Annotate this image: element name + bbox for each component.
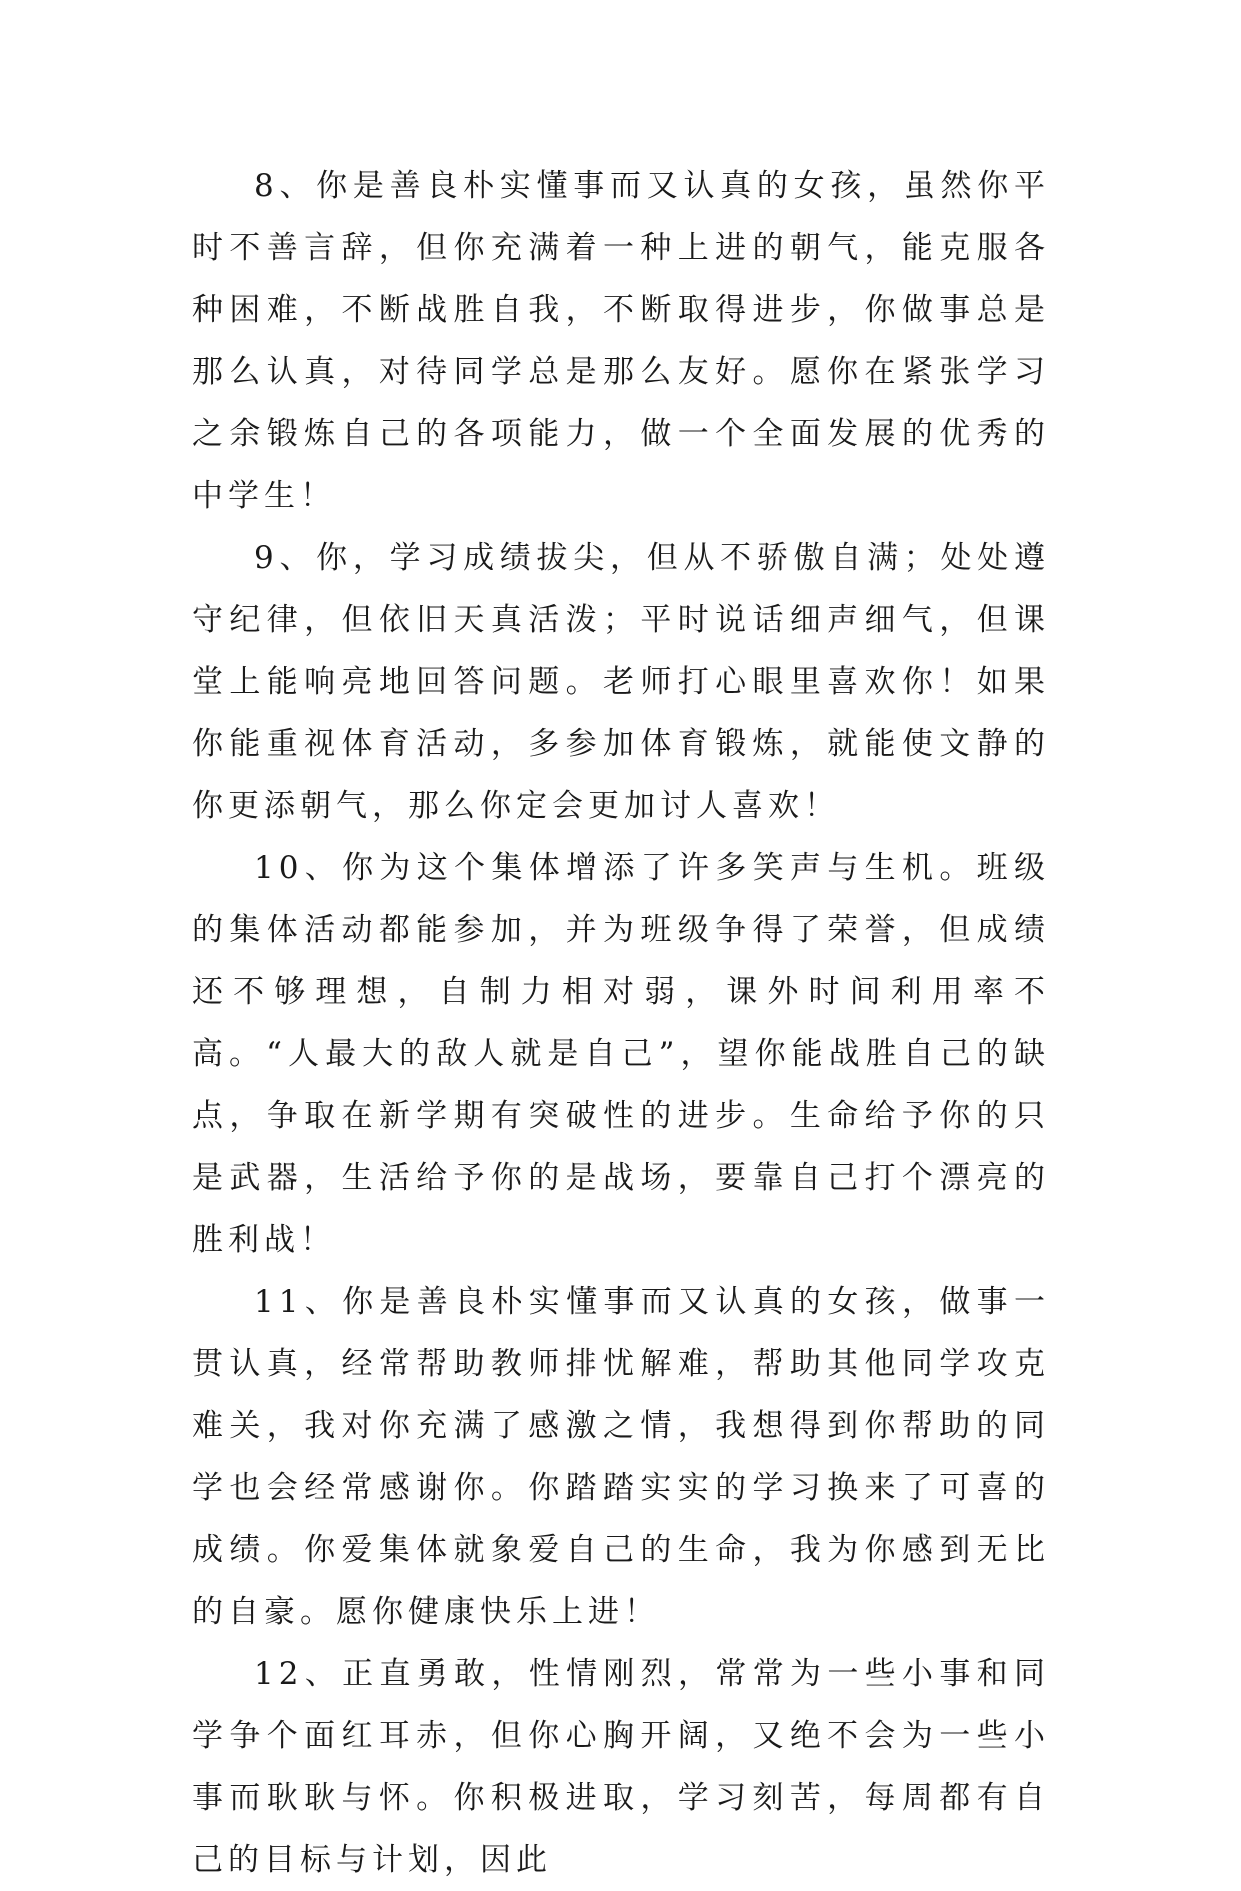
paragraph-11: 11、你是善良朴实懂事而又认真的女孩，做事一贯认真，经常帮助教师排忧解难，帮助其他同学攻克难关，我对你充满了感激之情，我想得到你帮助的同学也会经常感谢你。你踏踏实实的学习换来了可喜的成绩。你爱集体就象爱自己的生命，我为你感到无比的自豪。愿你健康快乐上进！: [192, 1284, 1050, 1630]
document-body: [192, 155, 1050, 1891]
paragraph-9: 9、你，学习成绩拔尖，但从不骄傲自满；处处遵守纪律，但依旧天真活泼；平时说话细声细气，但课堂上能响亮地回答问题。老师打心眼里喜欢你！如果你能重视体育活动，多参加体育锻炼，就能使文静的你更添朝气，那么你定会更加讨人喜欢！: [192, 540, 1050, 824]
paragraph-10: 10、你为这个集体增添了许多笑声与生机。班级的集体活动都能参加，并为班级争得了荣誉，但成绩还不够理想，自制力相对弱，课外时间利用率不高。“人最大的敌人就是自己”，望你能战胜自己的缺点，争取在新学期有突破性的进步。生命给予你的只是武器，生活给予你的是战场，要靠自己打个漂亮的胜利战！: [192, 850, 1050, 1258]
paragraph-8: 8、你是善良朴实懂事而又认真的女孩，虽然你平时不善言辞，但你充满着一种上进的朝气，能克服各种困难，不断战胜自我，不断取得进步，你做事总是那么认真，对待同学总是那么友好。愿你在紧张学习之余锻炼自己的各项能力，做一个全面发展的优秀的中学生！: [192, 168, 1050, 514]
paragraph-12: 12、正直勇敢，性情刚烈，常常为一些小事和同学争个面红耳赤，但你心胸开阔，又绝不会为一些小事而耿耿与怀。你积极进取，学习刻苦，每周都有自己的目标与计划，因此: [192, 1656, 1050, 1878]
